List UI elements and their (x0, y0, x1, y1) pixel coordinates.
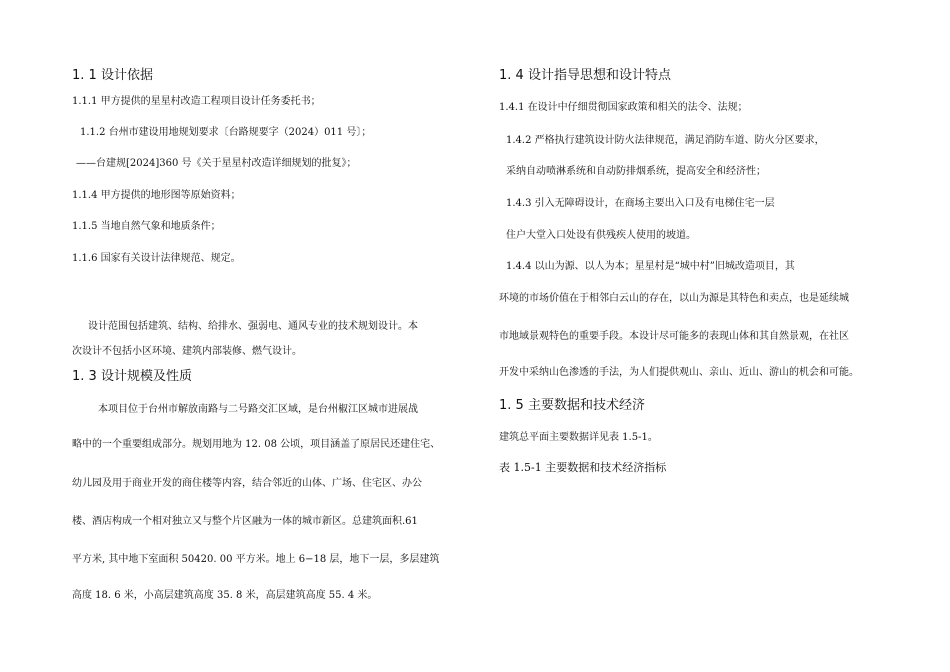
section-heading-1-4: 1. 4 设计指导思想和设计特点 (499, 68, 671, 83)
basis-item-1-1-1: 1.1.1 甲方提供的星星村改造工程项目设计任务委托书； (72, 96, 321, 107)
principle-line-4: 1.4.3 引入无障碍设计，在商场主要出入口及有电梯住宅一层 (506, 198, 775, 209)
scale-paragraph-line-1: 本项目位于台州市解放南路与二号路交汇区域，是台州椒江区城市进展战 (98, 404, 418, 415)
basis-item-1-1-6: 1.1.6 国家有关设计法律规范、规定。 (72, 253, 241, 264)
basis-item-approval: ——台建规[2024]360 号《关于星星村改造详细规划的批复》； (76, 158, 357, 169)
scale-paragraph-line-5: 平方米, 其中地下室面积 50420. 00 平方米。地上 6−18 层，地下一层，多层建筑 (72, 554, 440, 565)
scale-paragraph-line-2: 略中的一个重要组成部分。规划用地为 12. 08 公顷，项目涵盖了原居民还建住宅、 (72, 439, 441, 450)
principle-line-8: 市地域景观特色的重要手段。本设计尽可能多的表现山体和其自然景观，在社区 (499, 331, 849, 342)
section-heading-1-1: 1. 1 设计依据 (72, 68, 153, 83)
principle-line-2: 1.4.2 严格执行建筑设计防火法律规范，满足消防车道、防火分区要求， (506, 135, 825, 146)
principle-line-1: 1.4.1 在设计中仔细贯彻国家政策和相关的法令、法规； (499, 102, 748, 113)
scale-paragraph-line-4: 楼、酒店构成一个相对独立又与整个片区融为一体的城市新区。总建筑面积.61 (72, 516, 418, 527)
scope-paragraph-line-2: 次设计不包括小区环境、建筑内部装修、燃气设计。 (72, 346, 302, 357)
table-caption: 表 1.5-1 主要数据和技术经济指标 (499, 461, 667, 474)
principle-line-6: 1.4.4 以山为源、以人为本；星星村是“城中村”旧城改造项目，其 (506, 261, 795, 272)
basis-item-1-1-5: 1.1.5 当地自然气象和地质条件； (72, 221, 221, 232)
basis-item-1-1-4: 1.1.4 甲方提供的地形图等原始资料； (72, 190, 241, 201)
scale-paragraph-line-6: 高度 18. 6 米，小高层建筑高度 35. 8 米，高层建筑高度 55. 4 米。 (72, 590, 378, 601)
scale-paragraph-line-3: 幼儿园及用于商业开发的商住楼等内容，结合邻近的山体、广场、住宅区、办公 (72, 478, 422, 489)
data-summary-line: 建筑总平面主要数据详见表 1.5-1。 (499, 432, 658, 443)
scope-paragraph-line-1: 设计范围包括建筑、结构、给排水、强弱电、通风专业的技术规划设计。本 (88, 321, 418, 332)
section-heading-1-3: 1. 3 设计规模及性质 (72, 369, 192, 384)
basis-item-1-1-2: 1.1.2 台州市建设用地规划要求〔台路规要字（2024）011 号〕； (80, 127, 372, 138)
principle-line-9: 开发中采纳山色渗透的手法，为人们提供观山、亲山、近山、游山的机会和可能。 (499, 367, 859, 378)
principle-line-3: 采纳自动喷淋系统和自动防排烟系统，提高安全和经济性； (506, 166, 766, 177)
principle-line-5: 住户大堂入口处设有供残疾人使用的坡道。 (506, 230, 696, 241)
principle-line-7: 环境的市场价值在于相邻白云山的存在，以山为源是其特色和卖点，也是延续城 (499, 293, 849, 304)
section-heading-1-5: 1. 5 主要数据和技术经济 (499, 398, 645, 413)
